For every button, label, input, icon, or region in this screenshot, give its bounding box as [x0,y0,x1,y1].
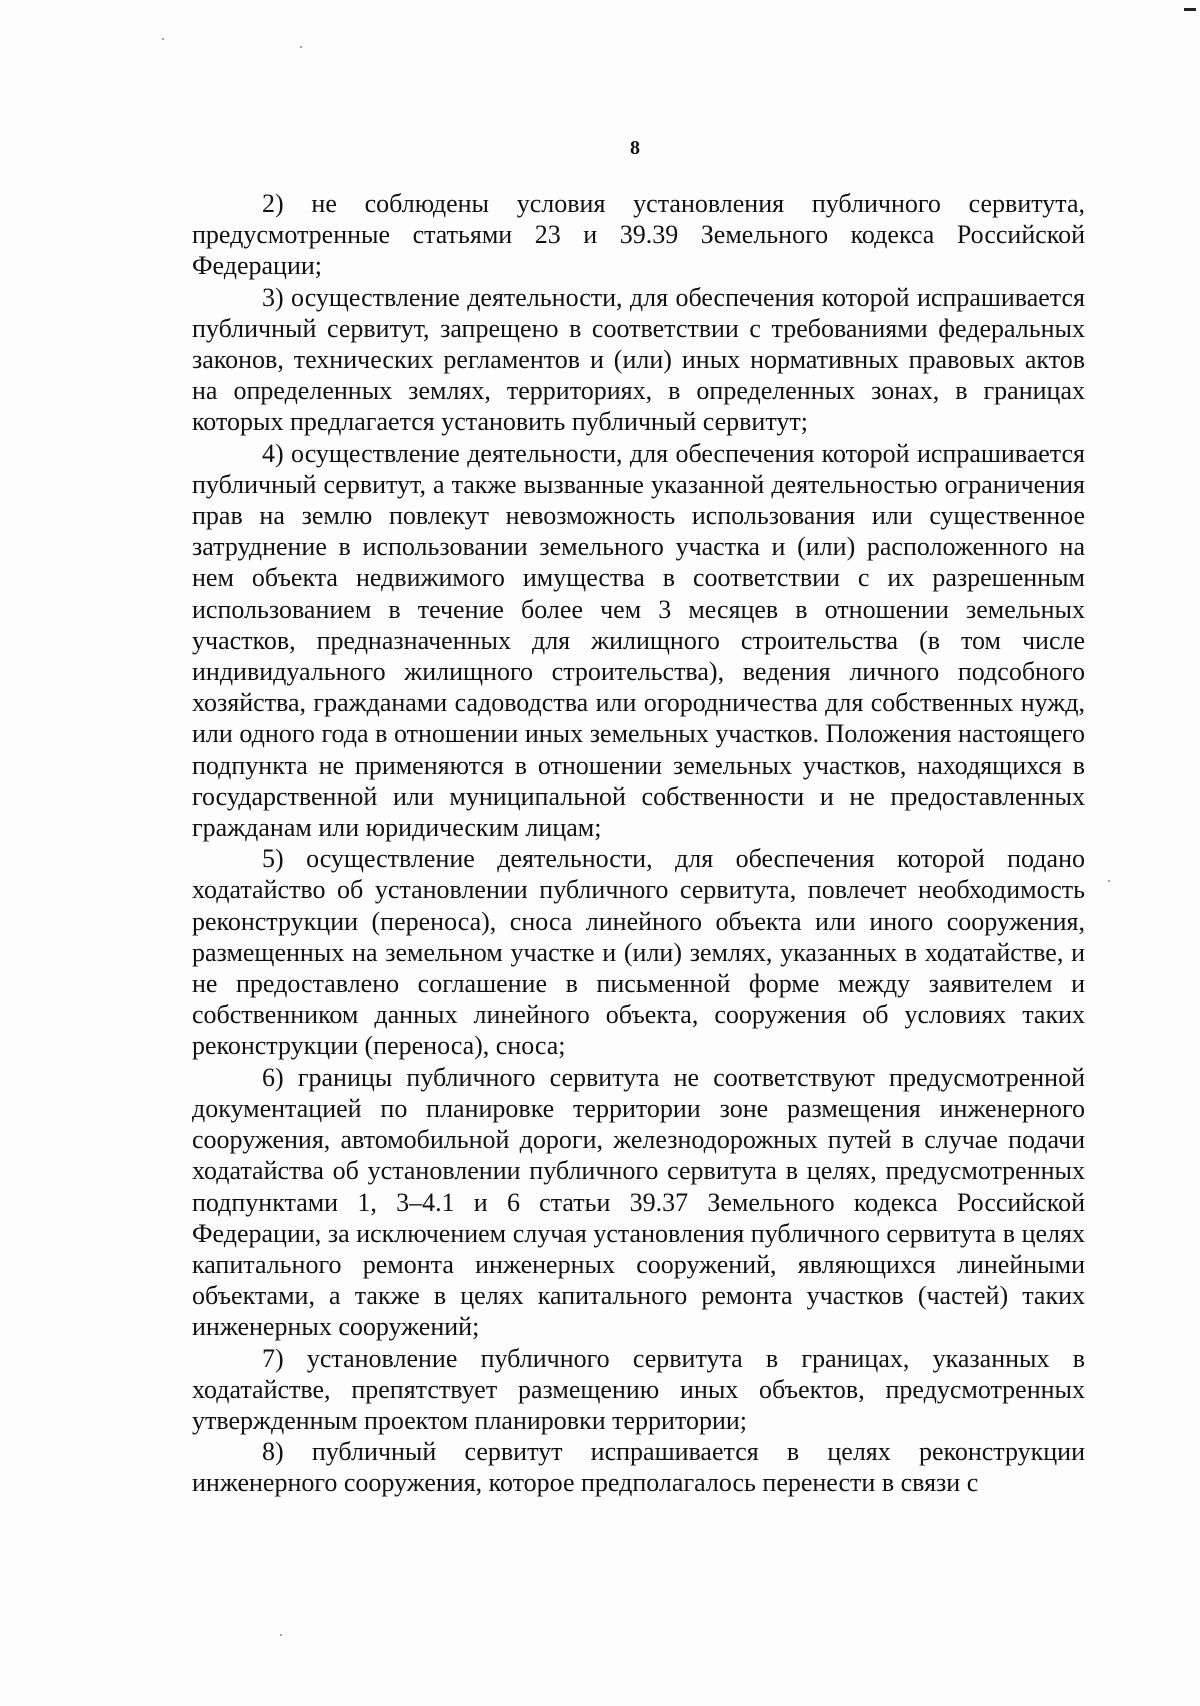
list-item-6: 6) границы публичного сервитута не соответствуют предусмотренной документацией по планировке территории зоне размещения инженерного сооружения, автомобильной дороги, железнодорожных путей в случае подачи ходатайства об установлении публичного сервитута в целях, предусмотренных подпунктами 1, 3–4.1 и 6 статьи 39.37 Земельного кодекса Российской Федерации, за исключением случая установления публичного сервитута в целях капитального ремонта инженерных сооружений, являющихся линейными объектами, а также в целях капитального ремонта участков (частей) таких инженерных сооружений; [192,1062,1085,1342]
list-item-2: 2) не соблюдены условия установления публичного сервитута, предусмотренные статьями 23 и 39.39 Земельного кодекса Российской Федерации; [192,189,1085,281]
page-number: 8 [630,137,640,159]
list-item-4: 4) осуществление деятельности, для обеспечения которой испрашивается публичный сервитут, а также вызванные указанной деятельностью ограничения прав на землю повлекут невозможность использования или существенное затруднение в использовании земельного участка и (или) расположенного на нем объекта недвижимого имущества в соответствии с их разрешенным использованием в течение более чем 3 месяцев в отношении земельных участков, предназначенных для жилищного строительства (в том числе индивидуального жилищного строительства), ведения личного подсобного хозяйства, гражданами садоводства или огородничества для собственных нужд, или одного года в отношении иных земельных участков. Положения настоящего подпункта не применяются в отношении земельных участков, находящихся в государственной или муниципальной собственности и не предоставленных гражданам или юридическим лицам; [192,438,1085,843]
scan-speck [300,46,302,48]
document-body [192,188,1085,1499]
scan-speck [280,1634,282,1636]
list-item-7: 7) установление публичного сервитута в границах, указанных в ходатайстве, препятствует размещению иных объектов, предусмотренных утвержденным проектом планировки территории; [192,1343,1085,1435]
scan-speck [162,38,164,40]
list-item-3: 3) осуществление деятельности, для обеспечения которой испрашивается публичный сервитут, запрещено в соответствии с требованиями федеральных законов, технических регламентов и (или) иных нормативных правовых актов на определенных землях, территориях, в определенных зонах, в границах которых предлагается установить публичный сервитут; [192,282,1085,437]
list-item-8: 8) публичный сервитут испрашивается в целях реконструкции инженерного сооружения, которое предполагалось перенести в связи с [192,1437,1085,1498]
scan-speck [1108,880,1110,882]
scan-edge-mark [1184,8,1196,11]
list-item-5: 5) осуществление деятельности, для обеспечения которой подано ходатайство об установлении публичного сервитута, повлечет необходимость реконструкции (переноса), сноса линейного объекта или иного сооружения, размещенных на земельном участке и (или) землях, указанных в ходатайстве, и не предоставлено соглашение в письменной форме между заявителем и собственником данных линейного объекта, сооружения об условиях таких реконструкции (переноса), сноса; [192,844,1085,1061]
